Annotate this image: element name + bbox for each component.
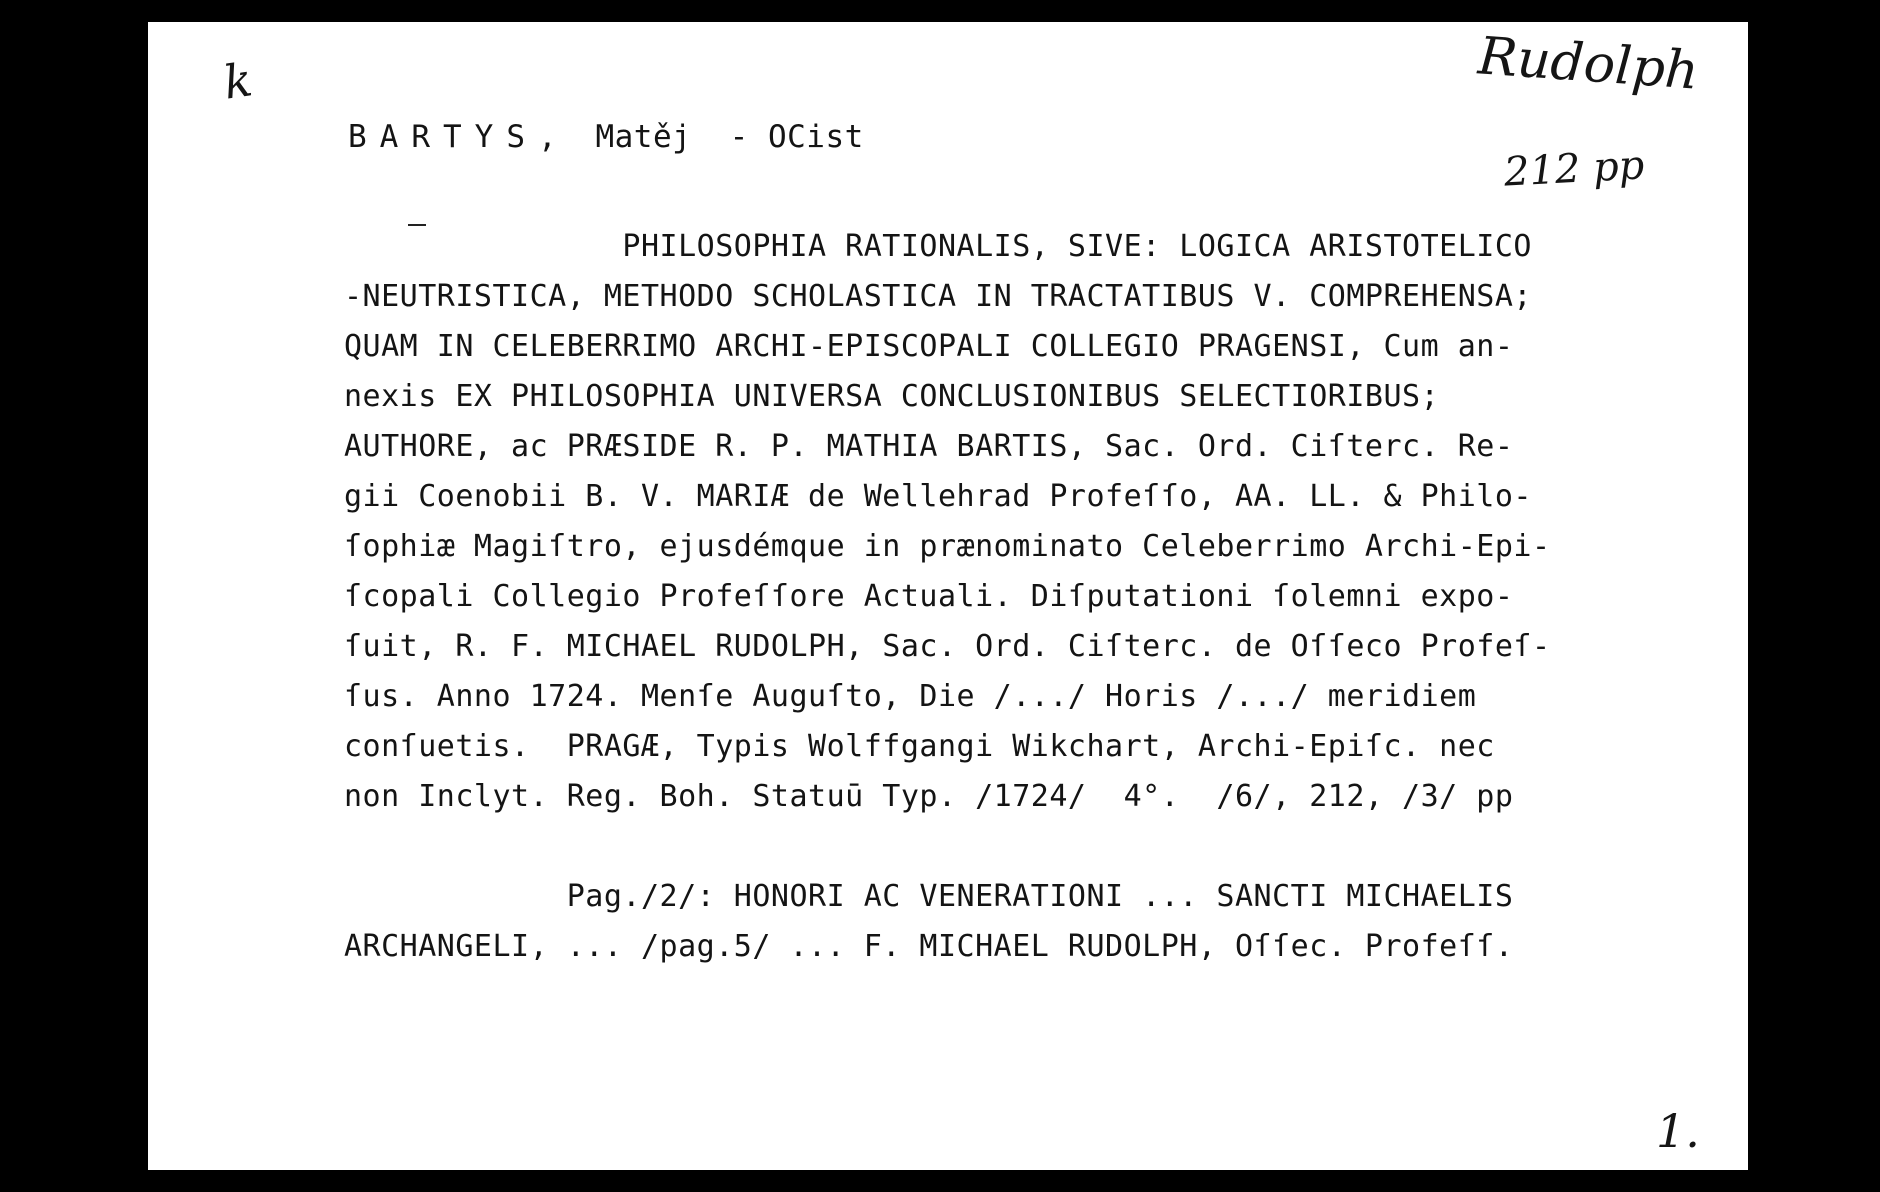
card-heading [348, 119, 864, 155]
handwritten-initial: k [220, 52, 256, 110]
note-line-2: ARCHANGELI, ... /pag.5/ ... F. MICHAEL RUDOLPH, Oſſec. Profeſſ. [344, 929, 1514, 964]
handwritten-name: Rudolph [1476, 26, 1701, 102]
body-line-10: ſus. Anno 1724. Menſe Auguſto, Die /.../ Horis /.../ meridiem [344, 679, 1477, 714]
body-line-1: PHILOSOPHIA RATIONALIS, SIVE: LOGICA ARISTOTELICO [344, 229, 1532, 264]
body-line-8: ſcopali Collegio Profeſſore Actuali. Diſputationi ſolemni expo- [344, 579, 1514, 614]
author-given-name: Matěj [595, 119, 692, 155]
body-line-7: ſophiæ Magiſtro, ejusdémque in prænominato Celeberrimo Archi-Epi- [344, 529, 1551, 564]
body-line-6: gii Coenobii B. V. MARIÆ de Wellehrad Profeſſo, AA. LL. & Philo- [344, 479, 1532, 514]
author-order: - OCist [729, 119, 864, 155]
body-line-9: ſuit, R. F. MICHAEL RUDOLPH, Sac. Ord. Ciſterc. de Oſſeco Profeſ- [344, 629, 1551, 664]
author-surname: BARTYS [348, 119, 538, 155]
heading-separator: , [537, 119, 558, 155]
handwritten-page-count: 212 pp [1502, 142, 1646, 196]
body-line-5: AUTHORE, ac PRÆSIDE R. P. MATHIA BARTIS, Sac. Ord. Ciſterc. Re- [344, 429, 1514, 464]
body-line-12: non Inclyt. Reg. Boh. Statuū Typ. /1724/ 4°. /6/, 212, /3/ pp [344, 779, 1514, 814]
body-line-2: -NEUTRISTICA, METHODO SCHOLASTICA IN TRACTATIBUS V. COMPREHENSA; [344, 279, 1532, 314]
small-dash-mark [408, 224, 426, 226]
handwritten-card-number: 1. [1656, 1104, 1700, 1158]
note-line-1: Pag./2/: HONORI AC VENERATIONI ... SANCTI MICHAELIS [344, 879, 1514, 914]
body-line-3: QUAM IN CELEBERRIMO ARCHI-EPISCOPALI COLLEGIO PRAGENSI, Cum an- [344, 329, 1514, 364]
body-line-11: conſuetis. PRAGÆ, Typis Wolffgangi Wikchart, Archi-Epiſc. nec [344, 729, 1495, 764]
body-line-4: nexis EX PHILOSOPHIA UNIVERSA CONCLUSIONIBUS SELECTIORIBUS; [344, 379, 1440, 414]
catalog-card [148, 22, 1748, 1170]
